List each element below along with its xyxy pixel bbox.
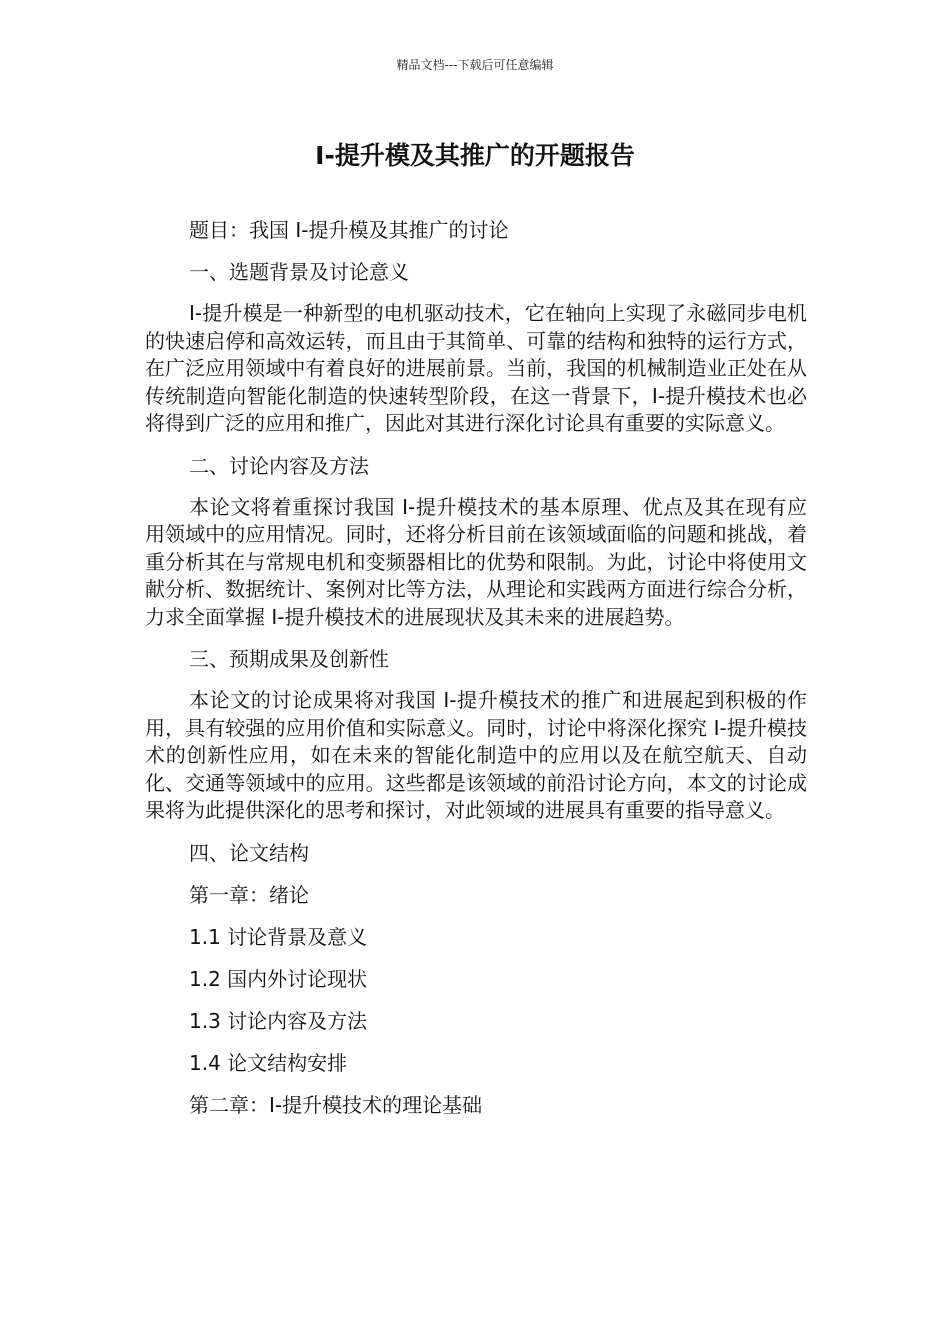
section-heading-structure: 四、论文结构 xyxy=(189,840,309,865)
chapter-heading-1: 第一章：绪论 xyxy=(189,882,309,907)
toc-item: 1.4 论文结构安排 xyxy=(189,1050,348,1075)
section-heading-background: 一、选题背景及讨论意义 xyxy=(189,260,409,284)
toc-item: 1.2 国内外讨论现状 xyxy=(189,966,368,991)
document-body xyxy=(145,216,807,1133)
section-heading-expected-results: 三、预期成果及创新性 xyxy=(189,647,389,671)
section-heading-content-methods: 二、讨论内容及方法 xyxy=(189,453,369,478)
toc-item: 1.3 讨论内容及方法 xyxy=(189,1008,368,1033)
paragraph-expected-results: 本论文的讨论成果将对我国 I-提升模技术的推广和进展起到积极的作用，具有较强的应用价值和实际意义。同时，讨论中将深化探究 I-提升模技术的创新性应用，如在未来的智能化制造中的应用以及在航空航天、自动化、交通等领域中的应用。这些都是该领域的前沿讨论方向，本文的讨论成果将为此提供深化的思考和探讨，对此领域的进展具有重要的指导意义。 xyxy=(145,688,807,822)
paragraph-content-methods: 本论文将着重探讨我国 I-提升模技术的基本原理、优点及其在现有应用领域中的应用情况。同时，还将分析目前在该领域面临的问题和挑战，着重分析其在与常规电机和变频器相比的优势和限制。为此，讨论中将使用文献分析、数据统计、案例对比等方法，从理论和实践两方面进行综合分析，力求全面掌握 I-提升模技术的进展现状及其未来的进展趋势。 xyxy=(145,494,807,629)
chapter-heading-2: 第二章：I-提升模技术的理论基础 xyxy=(189,1092,483,1117)
subject-line: 题目：我国 I-提升模及其推广的讨论 xyxy=(189,218,509,242)
toc-item: 1.1 讨论背景及意义 xyxy=(189,924,368,949)
page-header: 精品文档---下载后可任意编辑 xyxy=(396,58,554,72)
paragraph-background: I-提升模是一种新型的电机驱动技术，它在轴向上实现了永磁同步电机的快速启停和高效运转，而且由于其简单、可靠的结构和独特的运行方式，在广泛应用领域中有着良好的进展前景。当前，我国的机械制造业正处在从传统制造向智能化制造的快速转型阶段，在这一背景下，I-提升模技术也必将得到广泛的应用和推广，因此对其进行深化讨论具有重要的实际意义。 xyxy=(145,301,807,435)
document-title: I-提升模及其推广的开题报告 xyxy=(315,141,635,170)
